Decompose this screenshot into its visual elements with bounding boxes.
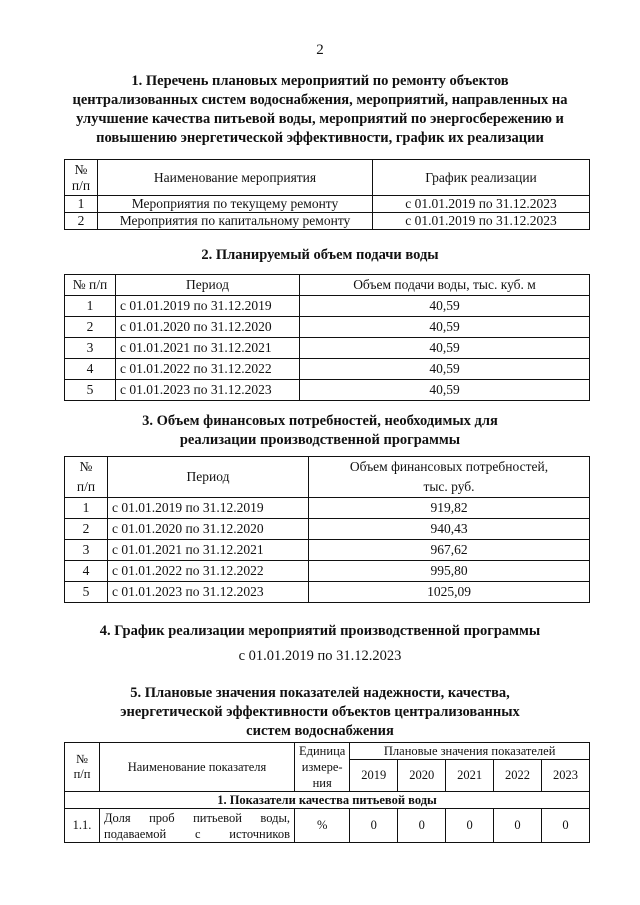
header-year: 2022 bbox=[494, 760, 542, 792]
table-row: 1 с 01.01.2019 по 31.12.2019 40,59 bbox=[65, 296, 590, 317]
measures-table bbox=[64, 159, 590, 230]
table-row: 4 с 01.01.2022 по 31.12.2022 995,80 bbox=[65, 561, 590, 582]
indicators-table bbox=[64, 742, 590, 843]
table-row: 2 Мероприятия по капитальному ремонту с 01.01.2019 по 31.12.2023 bbox=[65, 213, 590, 230]
header-num: № п/п bbox=[65, 275, 116, 296]
header-year: 2020 bbox=[398, 760, 446, 792]
header-planned: Плановые значения показателей bbox=[350, 743, 590, 760]
header-finance: Объем финансовых потребностей, тыс. руб. bbox=[309, 457, 590, 498]
header-year: 2023 bbox=[542, 760, 590, 792]
table-row: 5 с 01.01.2023 по 31.12.2023 40,59 bbox=[65, 380, 590, 401]
table-row: 3 с 01.01.2021 по 31.12.2021 40,59 bbox=[65, 338, 590, 359]
table-row: 1 Мероприятия по текущему ремонту с 01.01.2019 по 31.12.2023 bbox=[65, 196, 590, 213]
header-unit: Единица измере- ния bbox=[295, 743, 350, 792]
section4-period: с 01.01.2019 по 31.12.2023 bbox=[238, 648, 402, 664]
header-year: 2021 bbox=[446, 760, 494, 792]
group-title-row: 1. Показатели качества питьевой воды bbox=[65, 792, 590, 809]
header-period: Период bbox=[108, 457, 309, 498]
section3-title: 3. Объем финансовых потребностей, необходимых для реализации производственной программы bbox=[142, 413, 498, 448]
section4-title: 4. График реализации мероприятий производственной программы bbox=[99, 623, 541, 639]
header-num: № п/п bbox=[65, 743, 100, 792]
section5-title: 5. Плановые значения показателей надежности, качества, энергетической эффективности объектов централизованных систем водоснабжения bbox=[120, 685, 520, 739]
table-row: 3 с 01.01.2021 по 31.12.2021 967,62 bbox=[65, 540, 590, 561]
header-schedule: График реализации bbox=[373, 160, 590, 196]
water-volume-table bbox=[64, 274, 590, 401]
section1-title: 1. Перечень плановых мероприятий по ремонту объектов централизованных систем водоснабжения, мероприятий, направленных на улучшение качества питьевой воды, мероприятий по энергосбережению и повышению энергетической эффективности, график их реализации bbox=[72, 73, 568, 146]
table-row: 2 с 01.01.2020 по 31.12.2020 940,43 bbox=[65, 519, 590, 540]
header-name: Наименование показателя bbox=[100, 743, 295, 792]
finance-table bbox=[64, 456, 590, 603]
section2-title: 2. Планируемый объем подачи воды bbox=[201, 247, 439, 263]
table-row: 5 с 01.01.2023 по 31.12.2023 1025,09 bbox=[65, 582, 590, 603]
header-name: Наименование мероприятия bbox=[98, 160, 373, 196]
table-header-row bbox=[65, 457, 590, 498]
table-row: 4 с 01.01.2022 по 31.12.2022 40,59 bbox=[65, 359, 590, 380]
header-period: Период bbox=[116, 275, 300, 296]
table-row: 2 с 01.01.2020 по 31.12.2020 40,59 bbox=[65, 317, 590, 338]
header-volume: Объем подачи воды, тыс. куб. м bbox=[300, 275, 590, 296]
table-header-row bbox=[65, 160, 590, 196]
page-number: 2 bbox=[316, 42, 324, 58]
header-num: № п/п bbox=[65, 160, 98, 196]
table-header-row bbox=[65, 275, 590, 296]
table-row: 1.1. Доля проб питьевой воды, подаваемой с источников % 0 0 0 0 0 bbox=[65, 809, 590, 843]
header-year: 2019 bbox=[350, 760, 398, 792]
table-row: 1 с 01.01.2019 по 31.12.2019 919,82 bbox=[65, 498, 590, 519]
table-header-row bbox=[65, 743, 590, 760]
header-num: № п/п bbox=[65, 457, 108, 498]
